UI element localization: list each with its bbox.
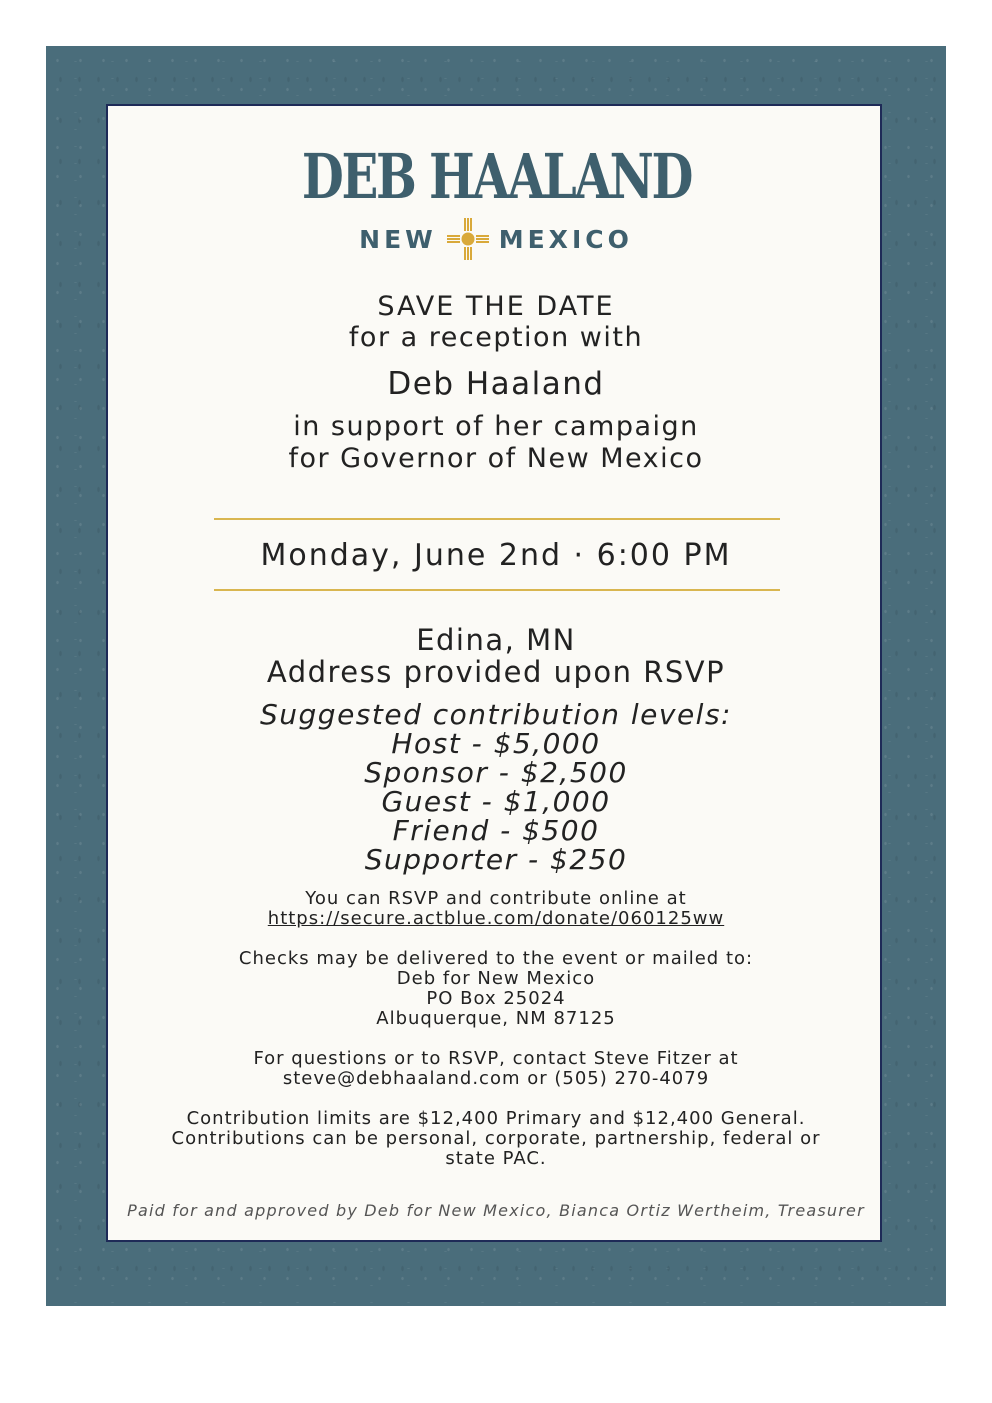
reception-line: for a reception with [348, 322, 644, 353]
mailing-address-line: PO Box 25024 [426, 988, 566, 1009]
gold-divider-bottom [214, 589, 780, 591]
checks-intro: Checks may be delivered to the event or mailed to: [238, 948, 754, 969]
logo-word-mexico: MEXICO [498, 224, 633, 254]
contact-line-1: For questions or to RSVP, contact Steve Fitzer at [253, 1048, 739, 1069]
support-text [108, 411, 884, 475]
checks-section [108, 949, 884, 1029]
contribution-level: Friend - $500 [392, 814, 600, 847]
rsvp-section [108, 889, 884, 929]
candidate-name: Deb Haaland [387, 366, 605, 402]
invitation-card [106, 104, 882, 1242]
save-the-date-heading: SAVE THE DATE [377, 291, 615, 322]
zia-sun-icon [445, 216, 491, 262]
contribution-heading: Suggested contribution levels: [260, 698, 732, 731]
paid-for-disclaimer: Paid for and approved by Deb for New Mexico, Bianca Ortiz Wertheim, Treasurer [127, 1201, 865, 1220]
contribution-limits [148, 1109, 844, 1169]
contribution-levels [108, 700, 884, 874]
logo-subtitle [108, 216, 884, 262]
rsvp-intro: You can RSVP and contribute online at [305, 888, 687, 909]
contribution-level: Supporter - $250 [364, 843, 628, 876]
contact-section [108, 1049, 884, 1089]
contribution-level: Guest - $1,000 [381, 785, 611, 818]
limits-line-2: Contributions can be personal, corporate, partnership, federal or [171, 1128, 821, 1149]
limits-line-1: Contribution limits are $12,400 Primary and $12,400 General. [186, 1108, 806, 1129]
event-location [108, 624, 884, 688]
mailing-address-line: Albuquerque, NM 87125 [376, 1008, 616, 1029]
gold-divider-top [214, 518, 780, 520]
contribution-level: Host - $5,000 [391, 727, 601, 760]
donate-link[interactable]: https://secure.actblue.com/donate/060125ww [267, 908, 725, 929]
event-city: Edina, MN [416, 623, 576, 657]
logo-name: DEB HAALAND [301, 140, 691, 213]
contact-line-2: steve@debhaaland.com or (505) 270-4079 [282, 1068, 710, 1089]
support-line-2: for Governor of New Mexico [288, 443, 704, 474]
mailing-address-line: Deb for New Mexico [396, 968, 596, 989]
campaign-logo [108, 142, 884, 262]
event-datetime: Monday, June 2nd · 6:00 PM [260, 538, 732, 573]
contribution-level: Sponsor - $2,500 [364, 756, 628, 789]
logo-word-new: NEW [359, 224, 437, 254]
address-note: Address provided upon RSVP [266, 655, 726, 689]
limits-line-3: state PAC. [445, 1148, 547, 1169]
support-line-1: in support of her campaign [293, 411, 699, 442]
